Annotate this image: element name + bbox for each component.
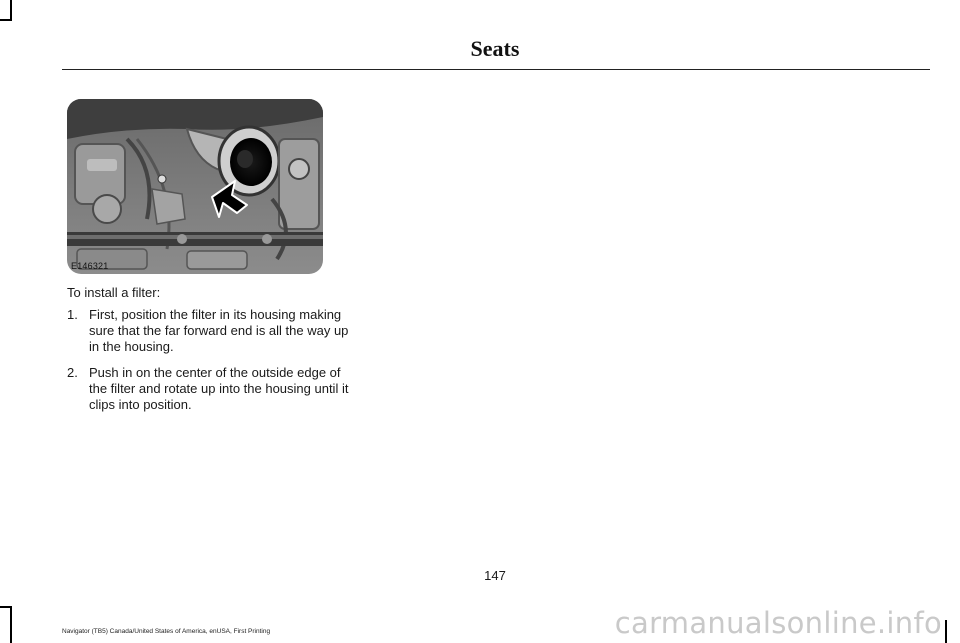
figure-code: E146321 bbox=[71, 261, 109, 271]
step-text: Push in on the center of the outside edge of the filter and rotate up into the housing until it clips into position. bbox=[89, 365, 349, 412]
engine-filter-figure bbox=[67, 99, 323, 274]
header-rule bbox=[62, 69, 930, 70]
list-item bbox=[67, 307, 352, 355]
watermark: carmanualsonline.info bbox=[614, 606, 942, 640]
crop-mark-bottom-left-vertical bbox=[10, 606, 12, 643]
list-item bbox=[67, 365, 352, 413]
step-text: First, position the filter in its housing making sure that the far forward end is all the way up in the housing. bbox=[89, 307, 349, 354]
page-number: 147 bbox=[484, 568, 506, 583]
crop-mark-top-left-vertical bbox=[10, 0, 12, 20]
step-number: 1. bbox=[67, 307, 78, 322]
section-title: Seats bbox=[470, 36, 520, 61]
crop-mark-top-left-horizontal bbox=[0, 19, 12, 21]
crop-mark-bottom-left-horizontal bbox=[0, 606, 12, 608]
edition-footer: Navigator (TB5) Canada/United States of America, enUSA, First Printing bbox=[62, 628, 271, 635]
crop-mark-bottom-right-vertical bbox=[945, 620, 947, 643]
step-list bbox=[67, 307, 352, 423]
engine-bay-illustration bbox=[67, 99, 323, 274]
intro-text: To install a filter: bbox=[67, 285, 161, 300]
step-number: 2. bbox=[67, 365, 78, 380]
